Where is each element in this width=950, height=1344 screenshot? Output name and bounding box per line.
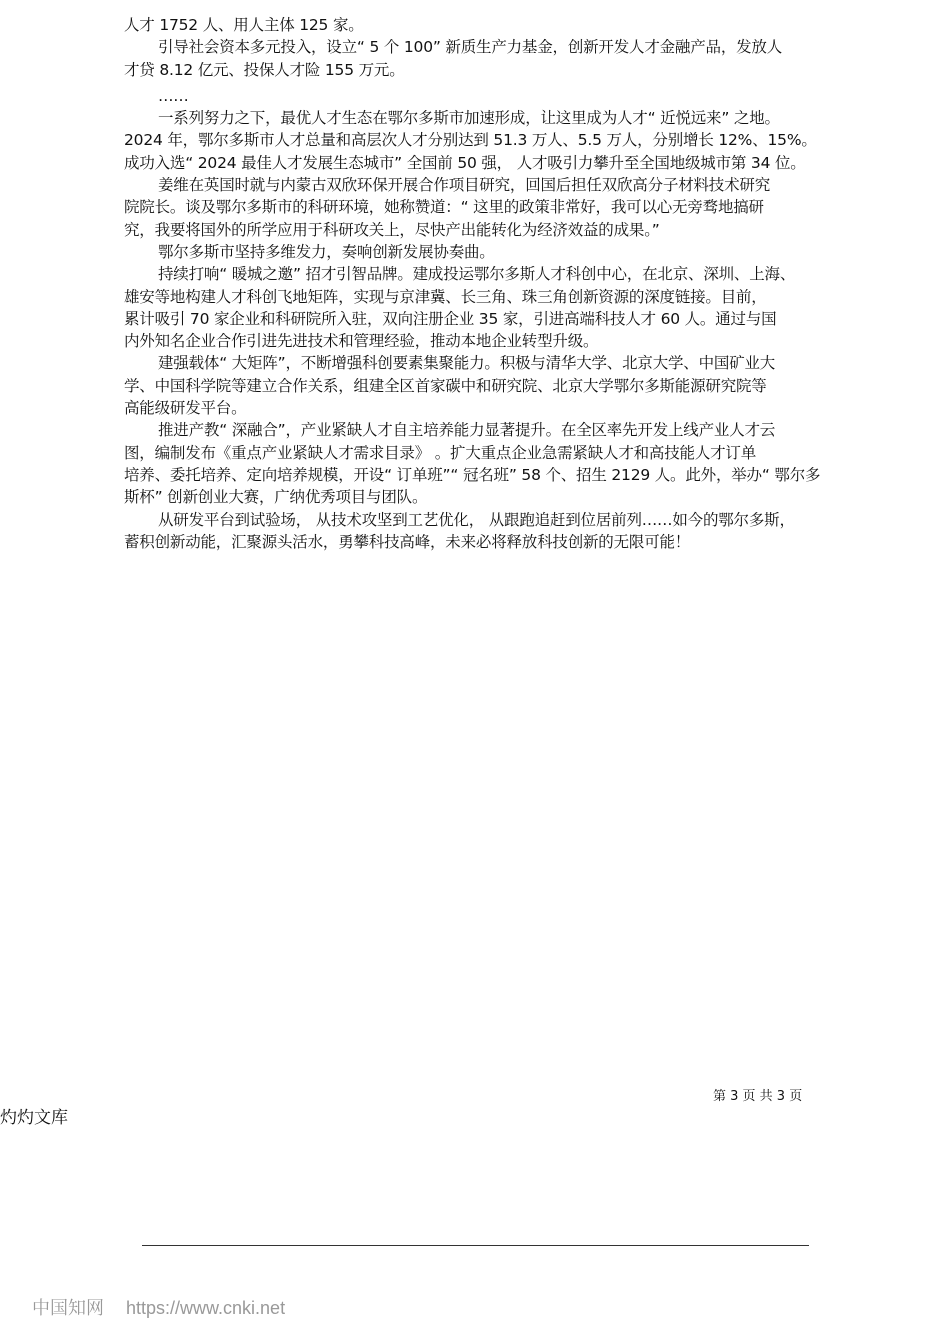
text-line: 人才 1752 人、用人主体 125 家。 [124, 16, 364, 34]
paragraph [124, 174, 844, 241]
text-line: 蓄积创新动能，汇聚源头活水，勇攀科技高峰，未来必将释放科技创新的无限可能！ [124, 532, 691, 551]
paragraph [124, 36, 844, 81]
text-line: 院院长。谈及鄂尔多斯市的科研环境，她称赞道：“ 这里的政策非常好，我可以心无旁骛地搞研 [124, 198, 764, 217]
text-line: 从研发平台到试验场， 从技术攻坚到工艺优化， 从跟跑追赶到位居前列……如今的鄂尔多斯， [158, 510, 795, 529]
text-line: 姜维在英国时就与内蒙古双欣环保开展合作项目研究，回国后担任双欣高分子材料技术研究 [158, 176, 771, 195]
cnki-name: 中国知网 [32, 1298, 104, 1318]
text-line: 斯杯” 创新创业大赛，广纳优秀项目与团队。 [124, 488, 428, 507]
paragraph [124, 81, 844, 107]
footer-divider [142, 1245, 809, 1246]
text-line: 一系列努力之下，最优人才生态在鄂尔多斯市加速形成，让这里成为人才“ 近悦远来” 之地。 [158, 109, 780, 128]
paragraph [124, 263, 844, 352]
text-line: 图，编制发布《重点产业紧缺人才需求目录》 。扩大重点企业急需紧缺人才和高技能人才订单 [124, 443, 757, 462]
text-line: 究，我要将国外的所学应用于科研攻关上，尽快产出能转化为经济效益的成果。” [124, 220, 660, 239]
text-line: 成功入选“ 2024 最佳人才发展生态城市” 全国前 50 强， 人才吸引力攀升至全国地级城市第 34 位。 [124, 153, 806, 172]
text-line: 培养、委托培养、定向培养规模，开设“ 订单班”“ 冠名班” 58 个、招生 2129 人。此外，举办“ 鄂尔多 [124, 465, 821, 484]
text-line: 雄安等地构建人才科创飞地矩阵，实现与京津冀、长三角、珠三角创新资源的深度链接。目前， [124, 287, 767, 306]
text-line: …… [158, 86, 189, 105]
text-line: 鄂尔多斯市坚持多维发力，奏响创新发展协奏曲。 [158, 242, 495, 261]
text-line: 持续打响“ 暖城之邀” 招才引智品牌。建成投运鄂尔多斯人才科创中心，在北京、深圳、上海、 [158, 265, 796, 284]
article-body [124, 14, 844, 553]
paragraph [124, 14, 844, 36]
paragraph [124, 352, 844, 419]
text-line: 内外知名企业合作引进先进技术和管理经验，推动本地企业转型升级。 [124, 332, 599, 351]
paragraph [124, 419, 844, 508]
cnki-url[interactable]: https://www.cnki.net [126, 1298, 286, 1318]
text-line: 建强载体“ 大矩阵”，不断增强科创要素集聚能力。积极与清华大学、北京大学、中国矿业大 [158, 354, 776, 373]
text-line: 引导社会资本多元投入，设立“ 5 个 100” 新质生产力基金，创新开发人才金融产品，发放人 [158, 38, 783, 57]
paragraph [124, 107, 844, 174]
brand-label: 灼灼文库 [0, 1108, 68, 1128]
text-line: 高能级研发平台。 [124, 399, 247, 418]
text-line: 学、中国科学院等建立合作关系，组建全区首家碳中和研究院、北京大学鄂尔多斯能源研究院等 [124, 376, 767, 395]
text-line: 才贷 8.12 亿元、投保人才险 155 万元。 [124, 60, 405, 79]
cnki-watermark [32, 1294, 285, 1320]
page-number: 第 3 页 共 3 页 [713, 1089, 803, 1104]
text-line: 累计吸引 70 家企业和科研院所入驻，双向注册企业 35 家，引进高端科技人才 60 人。通过与国 [124, 309, 777, 328]
paragraph [124, 509, 844, 554]
text-line: 2024 年，鄂尔多斯市人才总量和高层次人才分别达到 51.3 万人、5.5 万人，分别增长 12%、15%。 [124, 131, 817, 150]
text-line: 推进产教“ 深融合”，产业紧缺人才自主培养能力显著提升。在全区率先开发上线产业人才云 [158, 421, 776, 440]
paragraph [124, 241, 844, 263]
